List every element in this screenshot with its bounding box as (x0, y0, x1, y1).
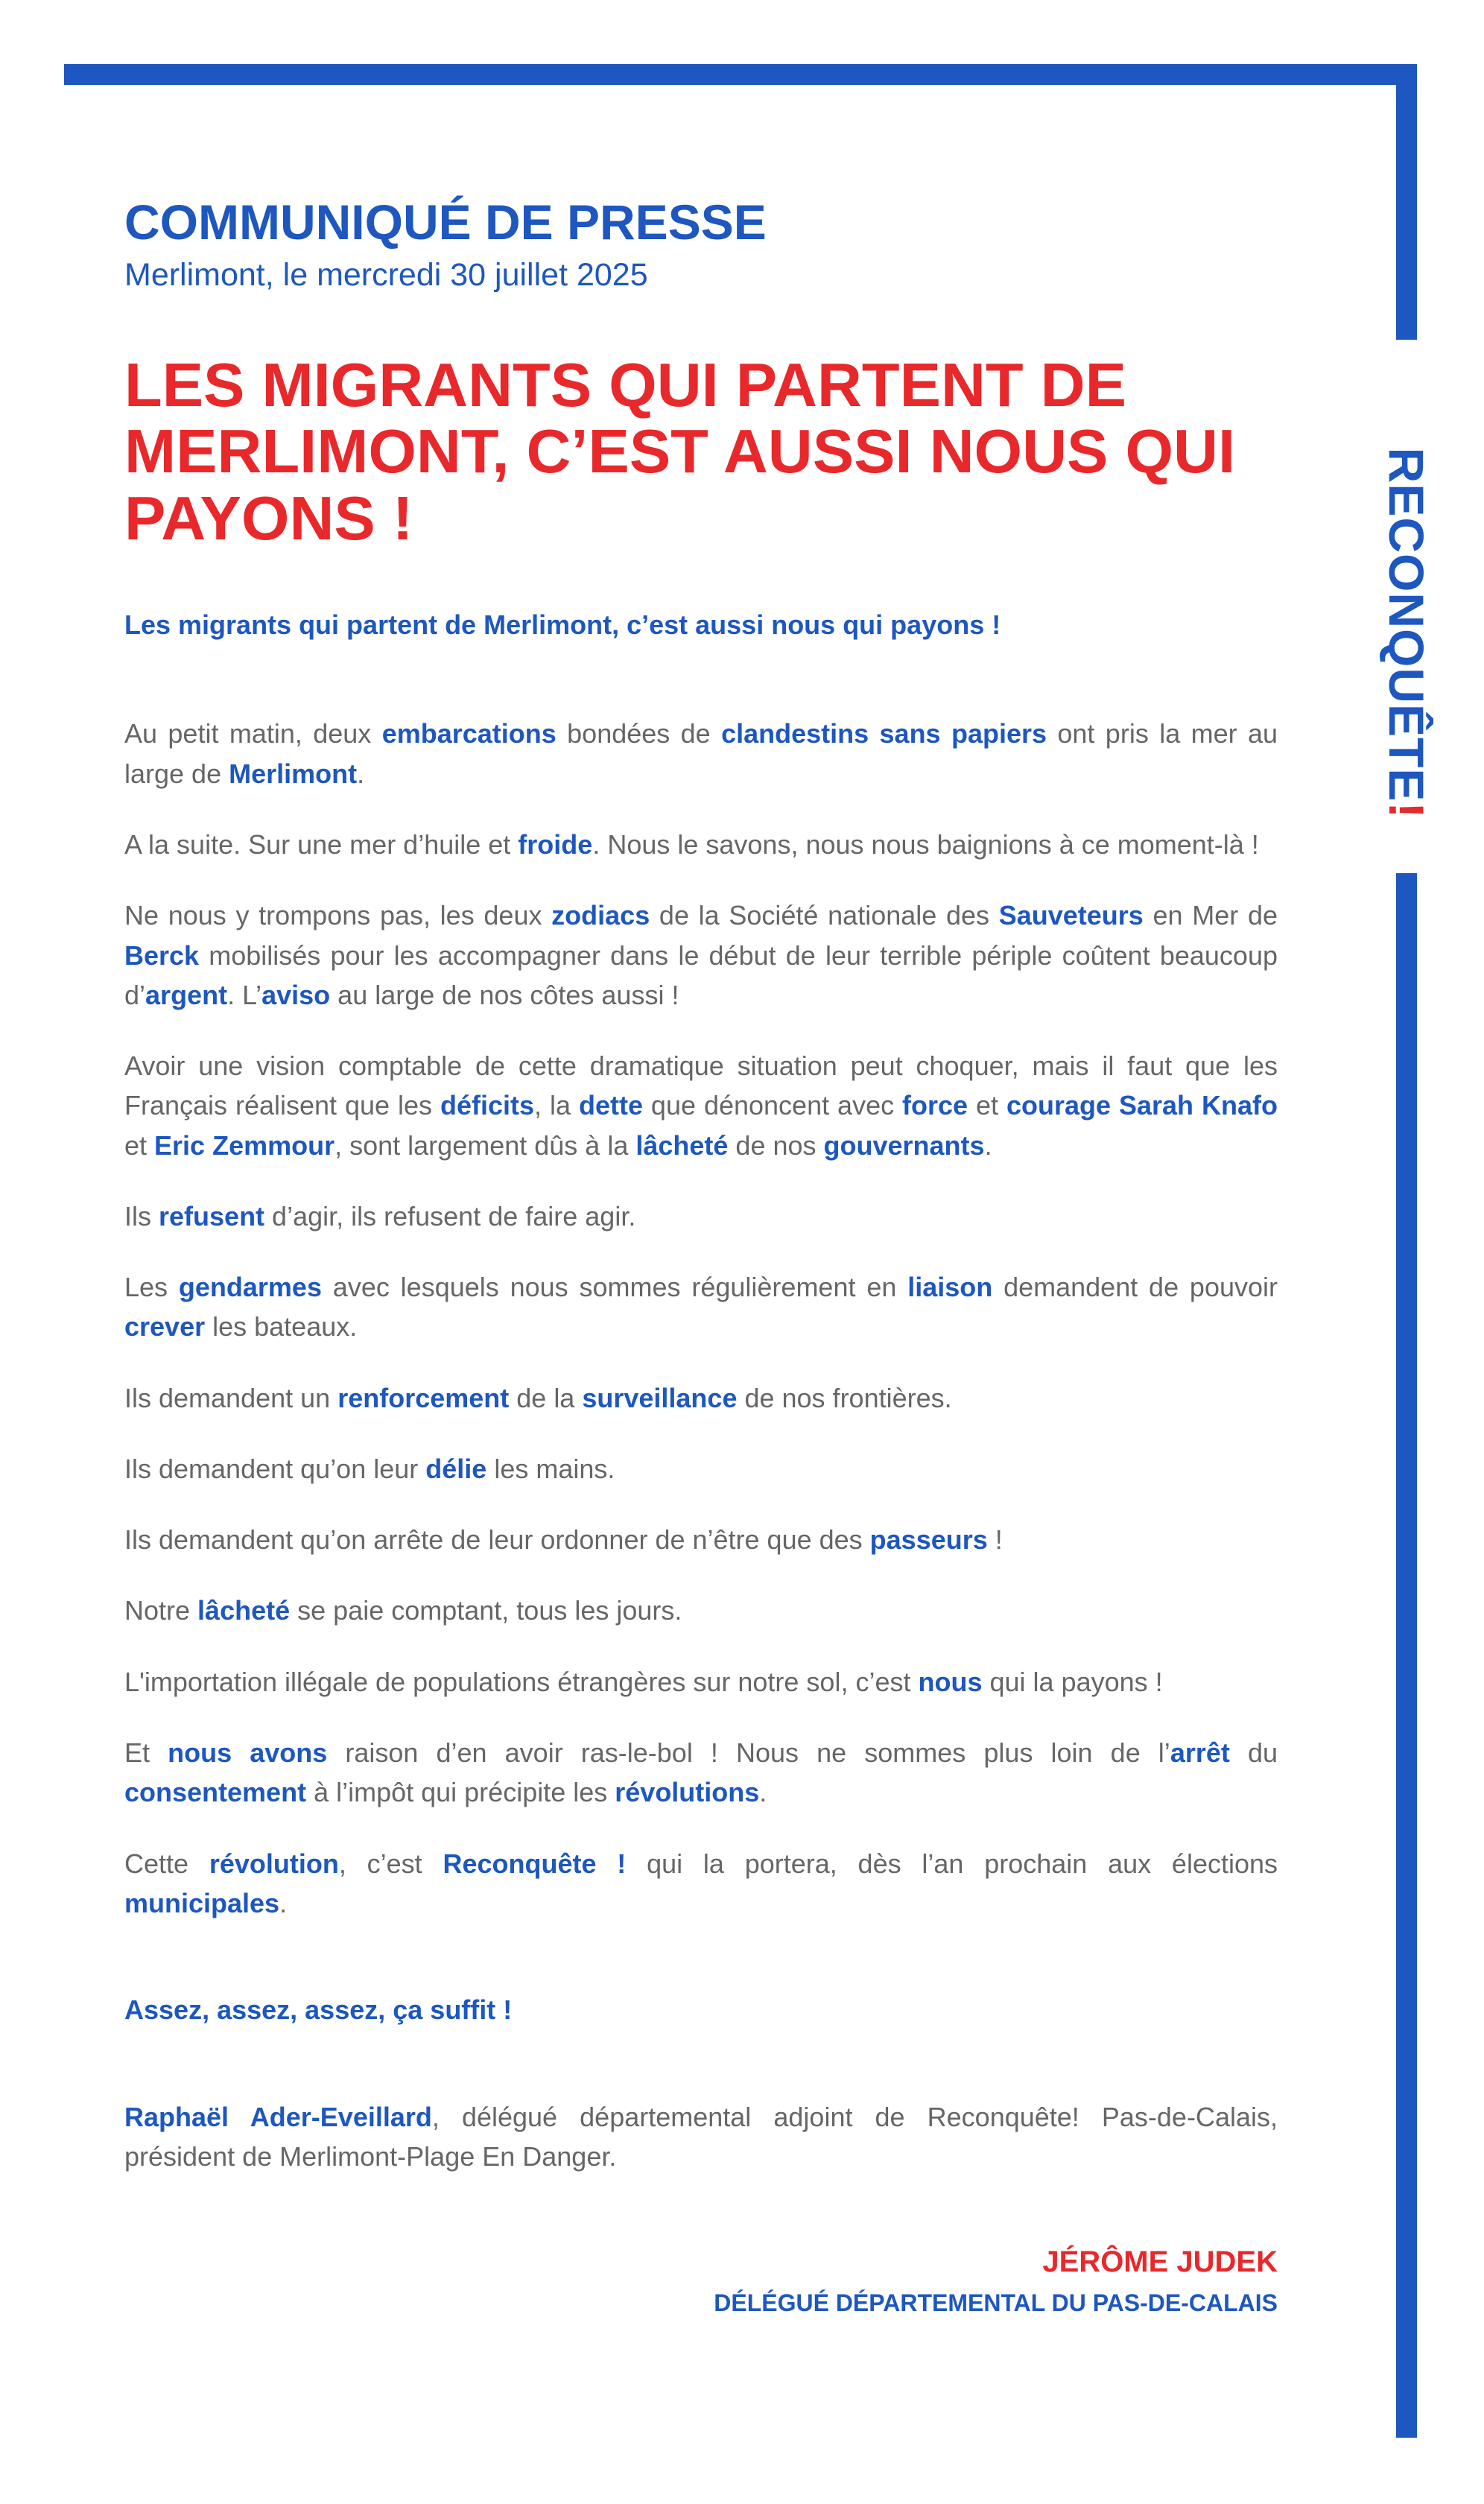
text-run: L'importation illégale de populations étrangères sur notre sol, c’est (124, 1666, 919, 1697)
text-run: , c’est (338, 1848, 443, 1879)
text-run: , délégué départemental adjoint de Reconquête! Pas-de-Calais, président de Merlimont-Plage En Danger. (124, 2102, 1278, 2172)
body-paragraph (124, 1378, 1278, 1418)
highlighted-term: nous avons (168, 1737, 328, 1768)
press-release (124, 195, 1278, 2317)
highlighted-term: embarcations (381, 718, 556, 749)
highlighted-term: clandestins sans papiers (721, 718, 1047, 749)
highlighted-term: gendarmes (178, 1272, 322, 1303)
text-run: du (1229, 1737, 1278, 1768)
text-run: d’agir, ils refusent de faire agir. (264, 1200, 636, 1232)
logo-wordmark: RECONQUÊTE (1379, 447, 1434, 802)
text-run: Cette (124, 1848, 209, 1879)
highlighted-term: Reconquête ! (443, 1848, 627, 1879)
text-run: . (357, 758, 365, 789)
highlighted-term: liaison (907, 1272, 993, 1303)
text-run: ! (987, 1524, 1003, 1556)
body-paragraph (124, 1196, 1278, 1236)
highlighted-term: municipales (124, 1887, 280, 1918)
text-run: et (968, 1090, 1006, 1121)
highlighted-term: Merlimont (229, 758, 358, 789)
text-run: . (759, 1777, 767, 1808)
body-paragraph (124, 714, 1278, 793)
frame-right-bar-upper (1396, 64, 1417, 340)
document-kicker: COMMUNIQUÉ DE PRESSE (124, 194, 767, 250)
highlighted-term: froide (518, 829, 593, 860)
text-run: au large de nos côtes aussi ! (330, 979, 679, 1010)
text-run: Ne nous y trompons pas, les deux (124, 900, 552, 931)
highlighted-term: aviso (261, 979, 331, 1010)
body-paragraph (124, 1844, 1278, 1924)
text-run: avec lesquels nous sommes régulièrement en (321, 1272, 908, 1303)
article-body (124, 714, 1278, 1923)
headline-line: MERLIMONT, C’EST AUSSI NOUS QUI (124, 416, 1236, 486)
body-paragraph (124, 1520, 1278, 1559)
text-run: qui la payons ! (982, 1666, 1163, 1697)
text-run: Ils (124, 1200, 159, 1232)
body-paragraph (124, 1733, 1278, 1813)
text-run: Notre (124, 1595, 198, 1626)
text-run: bondées de (556, 718, 722, 749)
text-run: A la suite. Sur une mer d’huile et (124, 829, 519, 860)
text-run: , sont largement dûs à la (334, 1129, 636, 1161)
highlighted-term: déficits (440, 1090, 535, 1121)
headline-line: LES MIGRANTS QUI PARTENT DE (124, 349, 1126, 419)
text-run: . Nous le savons, nous nous baignions à ce moment-là ! (592, 829, 1259, 860)
text-run: . (279, 1887, 288, 1918)
headline (124, 349, 1278, 553)
reconquete-logo (1377, 447, 1436, 820)
highlighted-term: consentement (124, 1777, 307, 1808)
text-run: de nos frontières. (737, 1382, 952, 1413)
highlighted-term: renforcement (337, 1382, 510, 1413)
text-run: se paie comptant, tous les jours. (290, 1595, 682, 1626)
body-paragraph (124, 1449, 1278, 1489)
text-run: Au petit matin, deux (124, 718, 382, 749)
text-run: les mains. (486, 1453, 615, 1484)
text-run: à l’impôt qui précipite les (306, 1777, 615, 1808)
dateline: Merlimont, le mercredi 30 juillet 2025 (124, 256, 648, 293)
body-paragraph (124, 896, 1278, 1015)
text-run: . L’ (227, 979, 262, 1010)
frame-right-bar-lower (1396, 873, 1417, 2438)
signatory-title: DÉLÉGUÉ DÉPARTEMENTAL DU PAS-DE-CALAIS (714, 2289, 1278, 2316)
lead-paragraph: Les migrants qui partent de Merlimont, c’est aussi nous qui payons ! (124, 609, 1001, 641)
highlighted-term: lâcheté (635, 1129, 729, 1161)
logo-exclamation-mark: ! (1379, 802, 1434, 820)
signature-paragraph (124, 2097, 1278, 2177)
highlighted-term: refusent (159, 1200, 265, 1232)
text-run: Avoir une vision comptable de cette dramatique situation peut choquer, mais il faut que les Français réalisent que les (124, 1050, 1278, 1121)
highlighted-term: argent (145, 979, 228, 1010)
body-paragraph (124, 1662, 1278, 1702)
headline-line: PAYONS ! (124, 483, 413, 553)
highlighted-term: gouvernants (823, 1129, 985, 1161)
highlighted-term: Raphaël Ader-Eveillard (124, 2102, 432, 2133)
highlighted-term: surveillance (582, 1382, 738, 1413)
highlighted-term: arrêt (1170, 1737, 1230, 1768)
text-run: en Mer de (1143, 900, 1278, 931)
text-run: de nos (728, 1129, 824, 1161)
highlighted-term: Berck (124, 939, 200, 971)
highlighted-term: révolutions (615, 1777, 760, 1808)
text-run: raison d’en avoir ras-le-bol ! Nous ne sommes plus loin de l’ (327, 1737, 1170, 1768)
text-run: mobilisés pour les accompagner dans le début de leur terrible périple coûtent beaucoup d’ (124, 939, 1278, 1010)
text-run: Ils demandent qu’on arrête de leur ordonner de n’être que des (124, 1524, 870, 1556)
signature-block (124, 2245, 1278, 2317)
highlighted-term: courage Sarah Knafo (1006, 1090, 1278, 1121)
highlighted-term: lâcheté (197, 1595, 291, 1626)
text-run: que dénoncent avec (642, 1090, 903, 1121)
text-run: ont pris la mer au large de (124, 718, 1278, 789)
highlighted-term: délie (425, 1453, 487, 1484)
body-paragraph (124, 825, 1278, 864)
text-run: , la (534, 1090, 579, 1121)
highlighted-term: force (902, 1090, 968, 1121)
text-run: Ils demandent qu’on leur (124, 1453, 426, 1484)
text-run: Les (124, 1272, 179, 1303)
text-run: Ils demandent un (124, 1382, 338, 1413)
text-run: qui la portera, dès l’an prochain aux élections (626, 1848, 1278, 1879)
frame-top-bar (64, 64, 1417, 85)
text-run: de la Société nationale des (650, 900, 999, 931)
highlighted-term: Sauveteurs (998, 900, 1144, 931)
text-run: les bateaux. (205, 1311, 358, 1343)
closing-line: Assez, assez, assez, ça suffit ! (124, 1994, 513, 2026)
highlighted-term: passeurs (869, 1524, 988, 1556)
body-paragraph (124, 1267, 1278, 1347)
highlighted-term: nous (918, 1666, 983, 1697)
highlighted-term: révolution (209, 1848, 339, 1879)
highlighted-term: dette (578, 1090, 643, 1121)
text-run: . (984, 1129, 992, 1161)
signatory-name: JÉRÔME JUDEK (1042, 2245, 1278, 2278)
highlighted-term: Eric Zemmour (154, 1129, 335, 1161)
body-paragraph (124, 1591, 1278, 1630)
body-paragraph (124, 1046, 1278, 1165)
text-run: de la (509, 1382, 583, 1413)
text-run: demandent de pouvoir (992, 1272, 1278, 1303)
text-run: et (124, 1129, 155, 1161)
highlighted-term: crever (124, 1311, 206, 1343)
text-run: Et (124, 1737, 168, 1768)
highlighted-term: zodiacs (551, 900, 650, 931)
